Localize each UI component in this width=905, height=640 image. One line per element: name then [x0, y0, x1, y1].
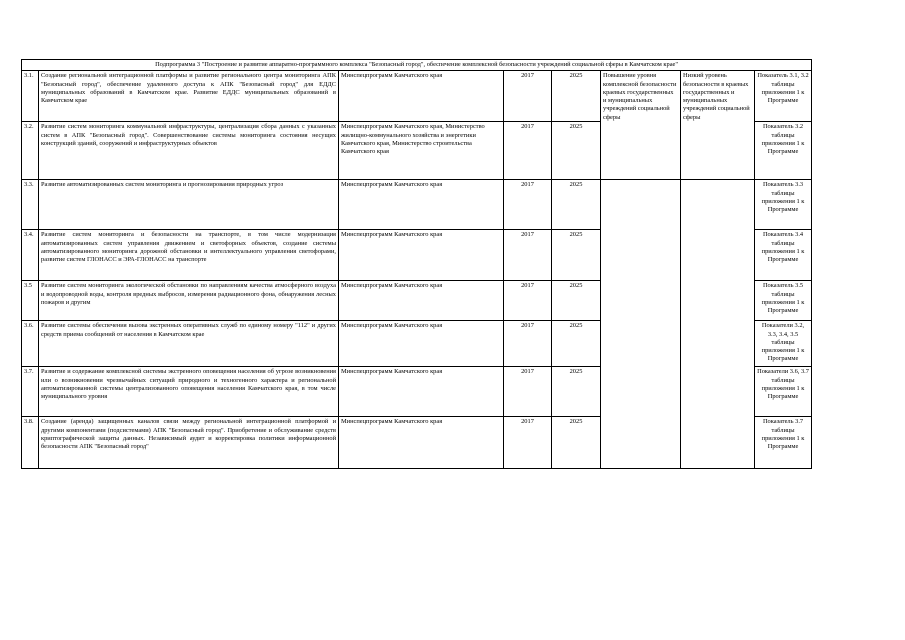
- event-name: Развитие систем мониторинга экологической обстановки по направлениям качества атмосферного воздуха и водопроводной воды, контроля вредных выбросов, измерения радиационного фона, обнаружения лесных пожаров и другим: [39, 281, 339, 321]
- start-year: 2017: [504, 230, 552, 281]
- indicator: Показатель 3.5 таблицы приложения 1 к Программе: [755, 281, 812, 321]
- indicator: Показатель 3.3 таблицы приложения 1 к Программе: [755, 180, 812, 230]
- executor: Минспецпрограмм Камчатского края: [339, 180, 504, 230]
- start-year: 2017: [504, 321, 552, 367]
- indicator: Показатель 3.1, 3.2 таблицы приложения 1 к Программе: [755, 71, 812, 122]
- end-year: 2025: [552, 71, 601, 122]
- event-name: Развитие систем мониторинга и безопасности на транспорте, в том числе модернизация автоматизированных систем управления движением и светофорных объектов, создание системы автоматизированного мониторинга дорожной обстановки и интеллектуального управления светофорами, развитие систем ГЛОНАСС и ЭРА-ГЛОНАСС на транспорте: [39, 230, 339, 281]
- event-name: Развитие и содержание комплексной системы экстренного оповещения населения об угрозе возникновения или о возникновении чрезвычайных ситуаций природного и техногенного характера и региональной автоматизированной системы централизованного оповещения населения Камчатского края, в том числе муниципального уровня: [39, 367, 339, 417]
- row-number: 3.5: [22, 281, 39, 321]
- table-row: [22, 71, 812, 122]
- executor: Минспецпрограмм Камчатского края: [339, 281, 504, 321]
- end-year: 2025: [552, 180, 601, 230]
- table-row: [22, 180, 812, 230]
- end-year: 2025: [552, 281, 601, 321]
- row-number: 3.1.: [22, 71, 39, 122]
- event-name: Развитие системы обеспечения вызова экстренных оперативных служб по единому номеру "112" и других средств приема сообщений от населения в Камчатском крае: [39, 321, 339, 367]
- indicator: Показатель 3.7 таблицы приложения 1 к Программе: [755, 417, 812, 469]
- start-year: 2017: [504, 417, 552, 469]
- indicator: Показатели 3.6, 3.7 таблицы приложения 1 к Программе: [755, 367, 812, 417]
- executor: Минспецпрограмм Камчатского края: [339, 230, 504, 281]
- event-name: Развитие автоматизированных систем мониторинга и прогнозирования природных угроз: [39, 180, 339, 230]
- end-year: 2025: [552, 230, 601, 281]
- indicator: Показатели 3.2, 3.3, 3.4, 3.5 таблицы приложения 1 к Программе: [755, 321, 812, 367]
- expected-result-empty: [601, 180, 681, 469]
- row-number: 3.4.: [22, 230, 39, 281]
- row-number: 3.7.: [22, 367, 39, 417]
- executor: Минспецпрограмм Камчатского края, Министерство жилищно-коммунального хозяйства и энергетики Камчатского края, Министерство строительства Камчатского края: [339, 122, 504, 180]
- start-year: 2017: [504, 180, 552, 230]
- event-name: Создание (аренда) защищенных каналов связи между региональной интеграционной платформой и другими компонентами (подсистемами) АПК "Безопасный город". Приобретение и обслуживание средств криптографической защиты данных. Независимый аудит и корректировка политики информационной безопасности АПК "Безопасный город": [39, 417, 339, 469]
- start-year: 2017: [504, 122, 552, 180]
- row-number: 3.6.: [22, 321, 39, 367]
- consequences: Низкий уровень безопасности в краевых государственных и муниципальных учреждений социальной сферы: [681, 71, 755, 180]
- event-name: Развитие систем мониторинга коммунальной инфраструктуры, централизация сбора данных с указанных систем в АПК "Безопасный город". Совершенствование системы мониторинга состояния несущих конструкций зданий, сооружений и инфраструктурных объектов: [39, 122, 339, 180]
- program-table: [21, 59, 812, 469]
- indicator: Показатель 3.2 таблицы приложения 1 к Программе: [755, 122, 812, 180]
- indicator: Показатель 3.4 таблицы приложения 1 к Программе: [755, 230, 812, 281]
- row-number: 3.3.: [22, 180, 39, 230]
- executor: Минспецпрограмм Камчатского края: [339, 71, 504, 122]
- subprogram-title: Подпрограмма 3 "Построение и развитие аппаратно-программного комплекса "Безопасный город", обеспечение комплексной безопасности учреждений социальной сферы в Камчатском крае": [22, 60, 812, 71]
- executor: Минспецпрограмм Камчатского края: [339, 321, 504, 367]
- row-number: 3.8.: [22, 417, 39, 469]
- start-year: 2017: [504, 71, 552, 122]
- start-year: 2017: [504, 367, 552, 417]
- end-year: 2025: [552, 417, 601, 469]
- end-year: 2025: [552, 321, 601, 367]
- end-year: 2025: [552, 122, 601, 180]
- expected-result: Повышение уровня комплексной безопасности краевых государственных и муниципальных учреждений социальной сферы: [601, 71, 681, 180]
- executor: Минспецпрограмм Камчатского края: [339, 417, 504, 469]
- consequences-empty: [681, 180, 755, 469]
- row-number: 3.2.: [22, 122, 39, 180]
- end-year: 2025: [552, 367, 601, 417]
- start-year: 2017: [504, 281, 552, 321]
- subprogram-header-row: [22, 60, 812, 71]
- executor: Минспецпрограмм Камчатского края: [339, 367, 504, 417]
- event-name: Создание региональной интеграционной платформы и развитие регионального центра мониторинга АПК "Безопасный город", обеспечение удаленного доступа к АПК "Безопасный город" для ЕДДС муниципальных образований в Камчатском крае. Развитие ЕДДС муниципальных образований в Камчатском крае: [39, 71, 339, 122]
